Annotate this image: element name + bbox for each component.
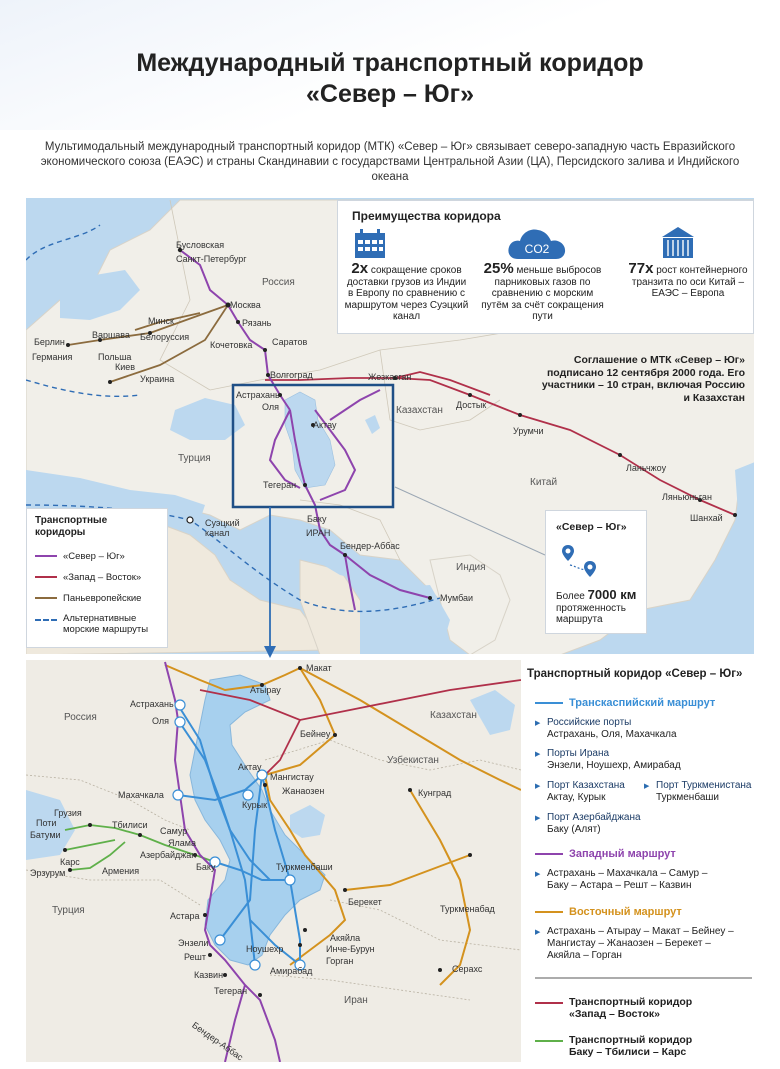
callout-text <box>556 589 644 626</box>
route-transcaspian-swatch <box>535 702 563 704</box>
label-tehran: Тегеран <box>263 480 297 490</box>
route-eastern-label: Восточный маршрут <box>569 906 682 918</box>
item-russian-ports <box>535 717 677 741</box>
label-spb: Санкт-Петербург <box>176 254 247 264</box>
label-india: Индия <box>456 562 486 573</box>
other-west-east-swatch <box>535 1002 563 1004</box>
item-russian-ports-head: ▶ Российские порты <box>547 717 632 728</box>
label-suez: Суэцкий канал <box>205 518 240 538</box>
item-azeri-port <box>535 812 641 836</box>
legend-swatch-sea-routes <box>35 619 57 621</box>
other-btk-swatch <box>535 1040 563 1042</box>
other-btk <box>535 1034 692 1058</box>
advantage-time-text: сокращение сроков доставки грузов из Индии в Европу по сравнению с маршрутом через Суэцкий канал <box>344 265 469 322</box>
container-icon <box>660 225 696 259</box>
title-line-1: Международный транспортный коридор <box>136 49 644 77</box>
label-ryazan: Рязань <box>242 318 272 328</box>
route-eastern-swatch <box>535 911 563 913</box>
route-western <box>535 848 676 860</box>
label-baku: Баку <box>307 514 327 524</box>
label-b-poti: Поти <box>36 818 57 828</box>
label-b-batumi: Батуми <box>30 830 61 840</box>
label-b-amirabad: Амирабад <box>270 966 313 976</box>
label-urumqi: Урумчи <box>513 426 544 436</box>
label-berlin: Берлин <box>34 337 65 347</box>
label-b-makhachkala: Махачкала <box>118 790 164 800</box>
label-b-enzeli: Энзели <box>178 938 209 948</box>
label-germany: Германия <box>32 352 73 362</box>
route-western-label: Западный маршрут <box>569 848 676 860</box>
label-b-astrakhan: Астрахань <box>130 699 174 709</box>
label-b-kazvin: Казвин <box>194 970 224 980</box>
label-moscow: Москва <box>230 300 261 310</box>
legend-paneuropean <box>35 592 141 606</box>
advantage-emissions-text: меньше выбросов парниковых газов по сравнению с морским путём за счёт сокращения пути <box>481 265 604 322</box>
label-kochetovka: Кочетовка <box>210 340 253 350</box>
item-azeri-port-head: ▶ Порт Азербайджана <box>547 812 641 823</box>
other-west-east-text <box>569 996 692 1020</box>
legend-sea-routes <box>35 613 153 637</box>
label-b-resht: Решт <box>184 952 206 962</box>
label-b-kuryk: Курык <box>242 800 268 810</box>
item-kazakh-port-head: ▶ Порт Казахстана <box>547 780 625 791</box>
label-lianyungang: Ляньюньган <box>662 492 712 502</box>
item-eastern-path-line3: Акяйла – Горган <box>547 950 622 961</box>
other-west-east <box>535 996 692 1020</box>
label-aktau: Актау <box>313 420 337 430</box>
label-kiev: Киев <box>115 362 136 372</box>
legend-swatch-north-south <box>35 555 57 557</box>
label-b-kazakhstan: Казахстан <box>430 710 477 721</box>
label-b-makat: Макат <box>306 663 332 673</box>
callout-title: «Север – Юг» <box>556 521 627 533</box>
legend-west-east <box>35 571 141 585</box>
label-b-inche: Инче-Бурун <box>326 944 375 954</box>
label-olya: Оля <box>262 402 280 412</box>
label-b-aktau: Актау <box>238 762 262 772</box>
label-saratov: Саратов <box>272 337 308 347</box>
route-western-swatch <box>535 853 563 855</box>
label-b-yalama: Ялама <box>168 838 196 848</box>
label-bandar: Бендер-Аббас <box>340 541 400 551</box>
advantage-transit-value: 77x <box>628 260 654 277</box>
callout-suffix: протяженность маршрута <box>556 602 626 625</box>
label-b-akyayla: Акяйла <box>330 933 361 943</box>
legend-swatch-west-east <box>35 576 57 578</box>
title-line-2: «Север – Юг» <box>306 80 474 108</box>
label-buslovskaya: Бусловская <box>176 240 225 250</box>
advantage-transit <box>628 260 748 300</box>
label-turkey: Турция <box>178 453 211 464</box>
label-b-kars: Карс <box>60 857 80 867</box>
legend-label-paneuropean: Паньевропейские <box>63 593 142 604</box>
label-b-tbilisi: Тбилиси <box>112 820 148 830</box>
label-ukraine: Украина <box>140 374 175 384</box>
label-b-tehran: Тегеран <box>214 986 248 996</box>
other-west-east-line2: «Запад – Восток» <box>569 1008 660 1020</box>
advantages-title: Преимущества коридора <box>352 209 501 223</box>
item-eastern-path-line2: Мангистау – Жанаозен – Берекет – <box>547 938 711 949</box>
item-turkmen-port-head: ▶ Порт Туркменистана <box>656 780 752 791</box>
other-btk-line1: Транспортный коридор <box>569 1034 693 1046</box>
legend-label-north-south: «Север – Юг» <box>63 551 125 562</box>
label-b-iran: Иран <box>344 995 368 1006</box>
label-minsk: Минск <box>148 316 174 326</box>
item-turkmen-port-body: Туркменбаши <box>656 792 719 803</box>
label-b-bereket: Берекет <box>348 897 382 907</box>
legend-label-sea-routes: Альтернативные морские маршруты <box>63 613 149 635</box>
item-russian-ports-body: Астрахань, Оля, Махачкала <box>547 729 677 740</box>
label-poland: Польша <box>98 352 132 362</box>
legend-swatch-paneuropean <box>35 597 57 599</box>
item-iran-ports-body: Энзели, Ноушехр, Амирабад <box>547 760 681 771</box>
callout-value: 7000 км <box>587 587 637 602</box>
co2-text: CO2 <box>524 242 550 256</box>
label-iran: ИРАН <box>306 528 331 538</box>
label-b-zhanaozen: Жанаозен <box>282 786 325 796</box>
label-b-erzurum: Эрзурум <box>30 868 66 878</box>
advantage-emissions <box>480 260 605 323</box>
item-eastern-path <box>535 926 734 962</box>
item-western-path <box>535 868 707 892</box>
other-btk-line2: Баку – Тбилиси – Карс <box>569 1046 687 1058</box>
callout-prefix: Более <box>556 591 585 602</box>
advantage-time <box>344 260 469 323</box>
route-transcaspian-label: Транскаспийский маршрут <box>569 697 716 709</box>
other-west-east-line1: Транспортный коридор <box>569 996 693 1008</box>
label-b-mangistau: Мангистау <box>270 772 314 782</box>
page-subtitle: Мультимодальный международный транспортный коридор (МТК) «Север – Юг» связывает северо-западную часть Евразийского экономического союза (ЕАЭС) и страны Скандинавии с государствами Центральной Азии (ЦА), Персидского залива и Индийского океана <box>40 141 740 183</box>
advantage-emissions-value: 25% <box>483 260 514 277</box>
other-btk-text <box>569 1034 692 1058</box>
route-transcaspian <box>535 697 715 709</box>
label-kazakhstan: Казахстан <box>396 405 443 416</box>
details-title: Транспортный коридор «Север – Юг» <box>527 668 743 680</box>
label-b-samur: Самур <box>160 826 188 836</box>
item-kazakh-port <box>535 780 625 804</box>
legend-label-west-east: «Запад – Восток» <box>63 572 142 583</box>
label-b-turkmenabad: Туркменабад <box>440 904 495 914</box>
label-b-russia: Россия <box>64 712 97 723</box>
label-b-serakhs: Серахс <box>452 964 483 974</box>
route-pin-icon <box>560 543 600 583</box>
item-kazakh-port-body: Актау, Курык <box>547 792 606 803</box>
label-shanghai: Шанхай <box>690 513 723 523</box>
label-b-atyrau: Атырау <box>250 685 281 695</box>
label-lanzhou: Ланьчжоу <box>626 463 667 473</box>
distance-callout <box>545 510 647 634</box>
legend-title: Транспортные коридоры <box>35 515 108 538</box>
label-china: Китай <box>530 477 558 488</box>
label-russia: Россия <box>262 277 295 288</box>
label-b-baku: Баку <box>196 862 216 872</box>
label-b-kungrad: Кунград <box>418 788 452 798</box>
item-iran-ports <box>535 748 681 772</box>
label-b-turkmenbashi: Туркменбаши <box>276 862 333 872</box>
label-b-azerbaijan: Азербайджан <box>140 850 197 860</box>
label-b-noushahr: Ноушехр <box>246 944 284 954</box>
label-belarus: Белоруссия <box>140 332 190 342</box>
advantage-transit-text: рост контейнерного транзита по оси Китай – ЕАЭС – Европа <box>631 265 748 299</box>
calendar-icon <box>354 229 386 259</box>
item-eastern-path-line1: ▶ Астрахань – Атырау – Макат – Бейнеу – <box>547 926 734 937</box>
label-zhezkazgan: Жезказган <box>368 372 412 382</box>
label-b-gorgan: Горган <box>326 956 354 966</box>
item-azeri-port-body: Баку (Алят) <box>547 824 601 835</box>
label-b-uzbekistan: Узбекистан <box>387 755 439 766</box>
agreement-note: Соглашение о МТК «Север – Юг» подписано 12 сентября 2000 года. Его участники – 10 стран, включая Россию и Казахстан <box>541 354 745 404</box>
advantage-time-value: 2x <box>351 260 369 277</box>
item-turkmen-port <box>644 780 751 804</box>
legend-panel <box>26 508 168 648</box>
legend-north-south <box>35 550 125 564</box>
label-warsaw: Варшава <box>92 330 130 340</box>
label-b-georgia: Грузия <box>54 808 82 818</box>
label-b-turkey: Турция <box>52 905 85 916</box>
label-b-bandar: Бендер-Аббас <box>190 1020 245 1063</box>
item-iran-ports-head: ▶ Порты Ирана <box>547 748 610 759</box>
item-western-path-line1: ▶ Астрахань – Махачкала – Самур – <box>547 868 708 879</box>
label-volgograd: Волгоград <box>270 370 313 380</box>
label-dostyk: Достык <box>456 400 487 410</box>
label-astrakhan: Астрахань <box>236 390 280 400</box>
route-eastern <box>535 906 682 918</box>
label-b-beineu: Бейнеу <box>300 729 331 739</box>
label-mumbai: Мумбаи <box>440 593 474 603</box>
item-western-path-line2: Баку – Астара – Решт – Казвин <box>547 880 692 891</box>
label-b-olya: Оля <box>152 716 170 726</box>
label-b-armenia: Армения <box>102 866 140 876</box>
label-b-astara: Астара <box>170 911 200 921</box>
advantages-panel <box>337 200 754 334</box>
cloud-co2-icon <box>506 225 568 261</box>
